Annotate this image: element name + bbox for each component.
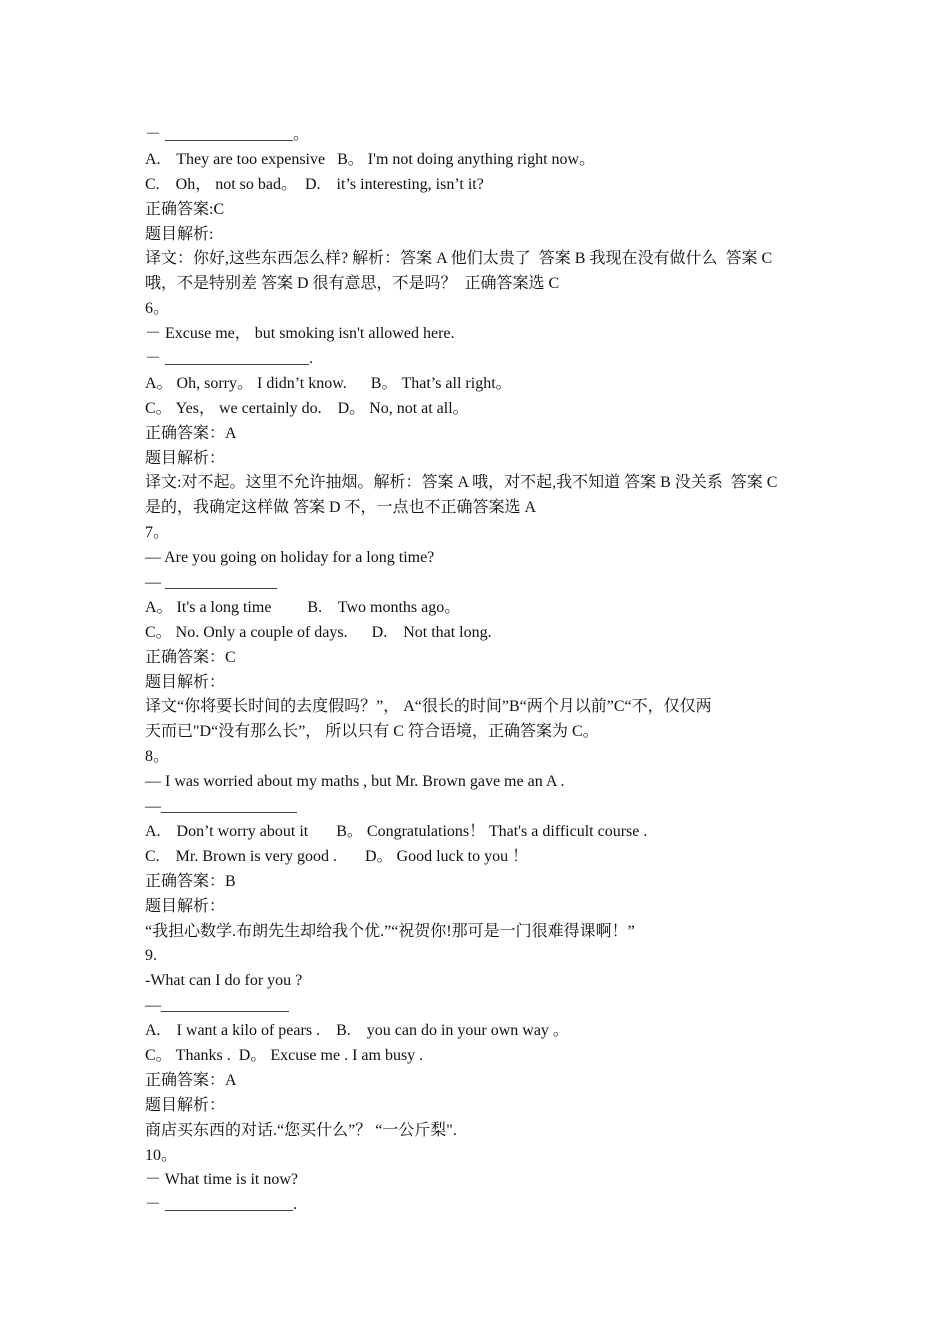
- analysis-text: 译文:对不起。这里不允许抽烟。解析：答案 A 哦，对不起,我不知道 答案 B 没关系 答案 C: [145, 474, 778, 492]
- question-number: 6。: [145, 300, 170, 318]
- option-line: C. Oh， not so bad。 D. it’s interesting, isn’t it?: [145, 175, 484, 193]
- analysis-text: 译文：你好,这些东西怎么样? 解析：答案 A 他们太贵了 答案 B 我现在没有做什么 答案 C: [145, 250, 773, 268]
- option-line: A。 It's a long time B. Two months ago。: [145, 598, 461, 616]
- option-line: A. They are too expensive B。 I'm not doing anything right now。: [145, 150, 596, 168]
- option-line: A。 Oh, sorry。 I didn’t know. B。 That’s all right。: [145, 374, 512, 392]
- option-line: C。 No. Only a couple of days. D. Not that long.: [145, 623, 492, 641]
- dialogue-line: — Are you going on holiday for a long time?: [145, 549, 435, 567]
- dialogue-line: － Excuse me， but smoking isn't allowed here.: [145, 325, 455, 343]
- analysis-text: 哦，不是特别差 答案 D 很有意思，不是吗？ 正确答案选 C: [145, 275, 560, 293]
- analysis-text: 商店买东西的对话.“您买什么”？ “一公斤梨".: [145, 1121, 457, 1139]
- analysis-text: 天而已"D“没有那么长”， 所以只有 C 符合语境，正确答案为 C。: [145, 723, 599, 741]
- question-number: 8。: [145, 748, 170, 766]
- answer-line: 正确答案：B: [145, 872, 236, 890]
- dialogue-blank: — ______________: [145, 574, 277, 592]
- dialogue-blank: —_________________: [145, 798, 297, 816]
- answer-line: 正确答案：C: [145, 648, 236, 666]
- question-number: 10。: [145, 1146, 178, 1164]
- dialogue-line: — I was worried about my maths , but Mr. Brown gave me an A .: [145, 773, 565, 791]
- answer-line: 正确答案：A: [145, 1071, 237, 1089]
- option-line: A. Don’t worry about it B。 Congratulations！ That's a difficult course .: [145, 822, 648, 840]
- dialogue-blank: － __________________.: [145, 350, 314, 368]
- dialogue-blank: —________________: [145, 997, 289, 1015]
- dialogue-line: － What time is it now?: [145, 1171, 299, 1189]
- document-page: [145, 123, 815, 1218]
- analysis-heading: 题目解析:: [145, 225, 214, 243]
- option-line: C。 Yes， we certainly do. D。 No, not at all。: [145, 399, 469, 417]
- text-line: － ________________。: [145, 126, 310, 143]
- question-number: 9.: [145, 947, 157, 965]
- analysis-text: “我担心数学.布朗先生却给我个优.”“祝贺你!那可是一门很难得课啊！”: [145, 922, 635, 940]
- analysis-heading: 题目解析：: [145, 897, 226, 915]
- question-number: 7。: [145, 524, 170, 542]
- analysis-text: 是的，我确定这样做 答案 D 不，一点也不正确答案选 A: [145, 499, 537, 517]
- option-line: A. I want a kilo of pears . B. you can do in your own way 。: [145, 1022, 569, 1040]
- answer-line: 正确答案:C: [145, 200, 225, 218]
- answer-line: 正确答案：A: [145, 424, 237, 442]
- analysis-text: 译文“你将要长时间的去度假吗？”， A“很长的时间”B“两个月以前”C“不，仅仅两: [145, 698, 712, 716]
- dialogue-blank: － ________________.: [145, 1196, 298, 1214]
- option-line: C. Mr. Brown is very good . D。 Good luck to you ！: [145, 847, 529, 865]
- analysis-heading: 题目解析：: [145, 449, 226, 467]
- analysis-heading: 题目解析：: [145, 1096, 226, 1114]
- analysis-heading: 题目解析：: [145, 673, 226, 691]
- option-line: C。 Thanks . D。 Excuse me . I am busy .: [145, 1046, 424, 1064]
- dialogue-line: -What can I do for you ?: [145, 972, 303, 990]
